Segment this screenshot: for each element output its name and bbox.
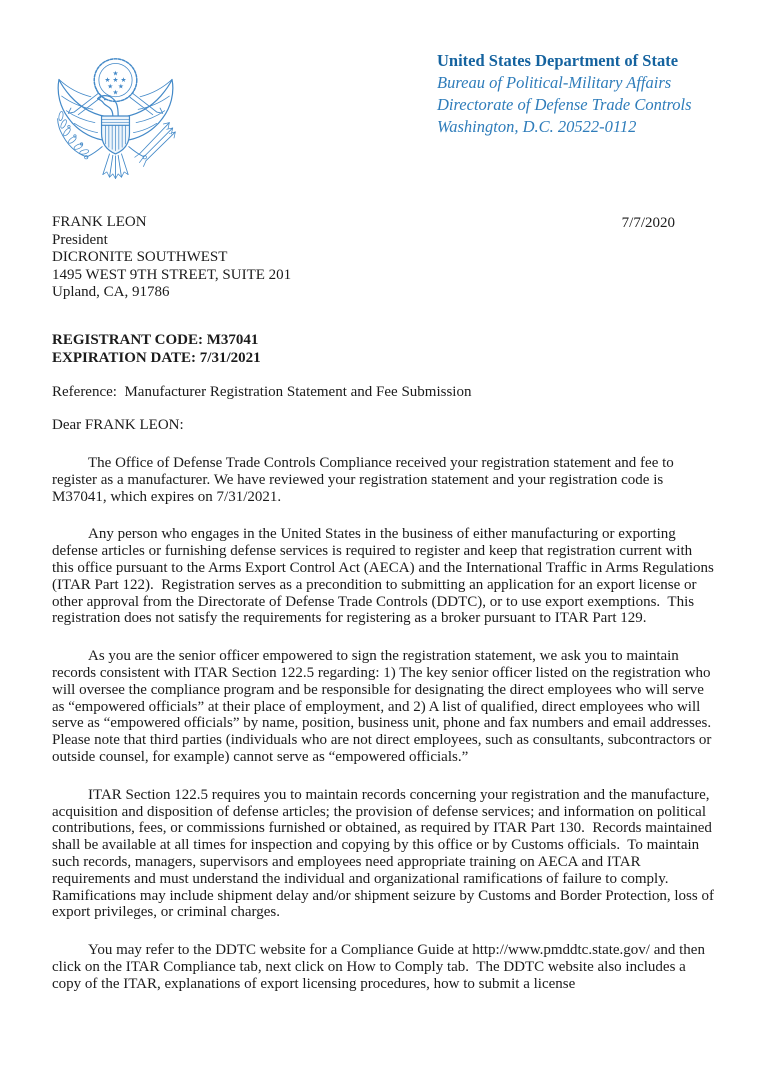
- great-seal-eagle-svg: [49, 52, 182, 192]
- letterhead: [437, 50, 692, 138]
- recipient-and-date-row: [52, 214, 716, 302]
- reference-line: Reference: Manufacturer Registration Statement and Fee Submission: [52, 383, 472, 400]
- svg-text:★: ★: [117, 82, 124, 91]
- recipient-name: FRANK LEON: [52, 214, 147, 230]
- body-paragraph-3: As you are the senior officer empowered to sign the registration statement, we ask you to maintain records consistent with ITAR Section 122.5 regarding: 1) The key senior officer listed on the registration who will oversee the compliance program and be responsible for designating the direct employees who will serve as “empowered officials” at their place of employment, and 2) A list of qualified, direct employees who will serve as “empowered officials” by name, position, business unit, phone and fax numbers and email addresses. Please note that third parties (individuals who are not direct employees, such as consultants, subcontractors or outside counsel, for example) cannot serve as “empowered officials.”: [52, 648, 719, 766]
- great-seal-icon: [49, 52, 182, 192]
- recipient-title: President: [52, 231, 108, 248]
- registration-block: [52, 331, 716, 367]
- recipient-company: DICRONITE SOUTHWEST: [52, 249, 228, 265]
- salutation: Dear FRANK LEON:: [52, 417, 184, 434]
- expiration-date-line: EXPIRATION DATE: 7/31/2021: [52, 349, 261, 366]
- agency-name: United States Department of State: [437, 51, 679, 70]
- glory-stars: [105, 69, 127, 96]
- svg-text:★: ★: [107, 82, 114, 91]
- body-paragraph-1: The Office of Defense Trade Controls Compliance received your registration statement and fee to register as a manufacturer. We have reviewed your registration statement and your registration code is M37041, which expires on 7/31/2021.: [52, 455, 678, 505]
- svg-text:★: ★: [112, 76, 119, 85]
- recipient-city-state-zip: Upland, CA, 91786: [52, 284, 170, 300]
- svg-text:★: ★: [104, 76, 111, 85]
- registrant-code-line: REGISTRANT CODE: M37041: [52, 331, 259, 348]
- recipient-street: 1495 WEST 9TH STREET, SUITE 201: [52, 266, 292, 283]
- bureau-line: Bureau of Political-Military Affairs: [437, 73, 672, 92]
- svg-text:★: ★: [112, 88, 119, 97]
- body-paragraph-5: You may refer to the DDTC website for a Compliance Guide at http://www.pmddtc.state.gov/ and then click on the ITAR Compliance tab, next click on How to Comply tab. The DDTC website also includes a copy of the ITAR, explanations of export licensing procedures, how to submit a license: [52, 942, 709, 992]
- body-paragraph-4: ITAR Section 122.5 requires you to maintain records concerning your registration and the manufacture, acquisition and disposition of defense articles; the provision of defense services; and information on political contributions, fees, or commissions furnished or obtained, as required by ITAR Part 130. Records maintained shall be available at all times for inspection and copying by this office or by Customs officials. To maintain such records, managers, supervisors and employees need appropriate training on AECA and ITAR requirements and must understand the individual and organizational ramifications of failure to comply. Ramifications may include shipment delay and/or shipment seizure by Customs and Border Protection, loss of export privileges, or criminal charges.: [52, 786, 718, 921]
- letterhead-address-line: Washington, D.C. 20522-0112: [437, 117, 637, 136]
- recipient-block: [52, 214, 716, 302]
- directorate-line: Directorate of Defense Trade Controls: [437, 95, 692, 114]
- letter-content: [52, 214, 719, 993]
- svg-text:★: ★: [112, 69, 119, 78]
- letter-date: 7/7/2020: [621, 215, 675, 231]
- body-paragraph-2: Any person who engages in the United States in the business of either manufacturing or exporting defense articles or furnishing defense services is required to register and keep that registration current with this office pursuant to the Arms Export Control Act (AECA) and the International Traffic in Arms Regulations (ITAR Part 122). Registration serves as a precondition to submitting an application for an export license or other approval from the Directorate of Defense Trade Controls (DDTC), or to use export exemptions. This registration does not satisfy the requirements for registering as a broker pursuant to ITAR Part 129.: [52, 526, 718, 627]
- svg-text:★: ★: [120, 76, 127, 85]
